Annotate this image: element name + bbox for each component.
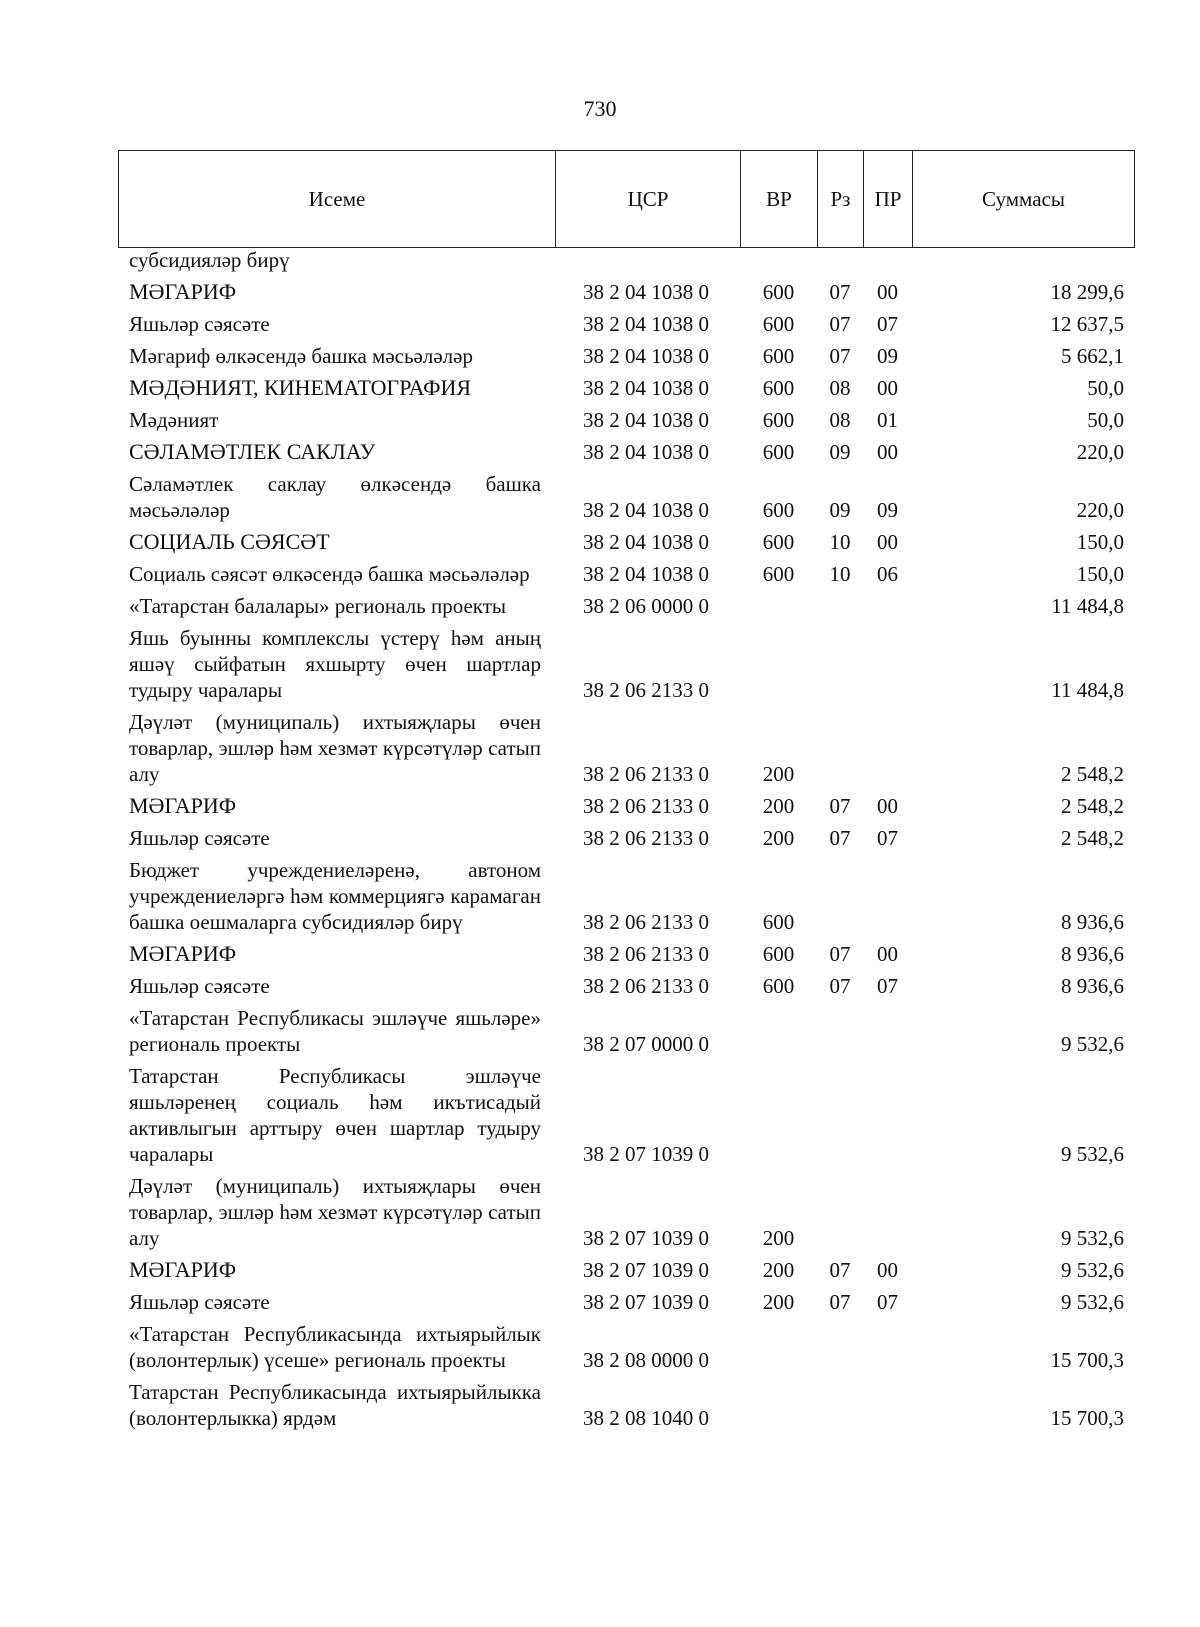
cell-rz: 08 [829,376,851,400]
cell-name: «Татарстан Республикасы эшләүче яшьләре» региональ проекты [129,1006,541,1056]
cell-csr: 38 2 04 1038 0 [583,376,709,400]
cell-vr: 200 [762,1258,795,1282]
cell-name: МӘДӘНИЯТ, КИНЕМАТОГРАФИЯ [129,375,472,400]
cell-sum: 50,0 [1087,408,1124,432]
table-row [118,247,1134,277]
cell-csr: 38 2 04 1038 0 [583,344,709,368]
cell-rz: 07 [829,312,851,336]
cell-name: МӘГАРИФ [129,1257,237,1282]
cell-pr: 00 [877,440,898,464]
cell-csr: 38 2 07 1039 0 [583,1290,709,1314]
cell-vr [740,591,817,623]
cell-vr: 600 [762,280,795,304]
table-row [118,1377,1134,1435]
cell-rz: 07 [829,826,851,850]
cell-pr: 07 [877,312,898,336]
cell-rz [817,855,863,939]
cell-pr: 09 [877,498,898,522]
cell-pr: 00 [877,942,898,966]
cell-sum: 11 484,8 [1051,594,1124,618]
cell-sum: 2 548,2 [1061,762,1124,786]
cell-pr [863,247,912,277]
cell-name: Яшьләр сәясәте [129,826,270,850]
cell-csr: 38 2 07 1039 0 [583,1226,709,1250]
cell-csr: 38 2 08 1040 0 [583,1406,709,1430]
table-row [118,707,1134,791]
cell-sum: 12 637,5 [1050,312,1124,336]
cell-name: «Татарстан Республикасында ихтыярыйлык (волонтерлык) үсеше» региональ проекты [129,1322,541,1372]
cell-rz: 07 [829,794,851,818]
cell-pr: 07 [877,826,898,850]
table-row [118,823,1134,855]
cell-rz: 07 [829,942,851,966]
cell-csr: 38 2 04 1038 0 [583,312,709,336]
cell-vr: 200 [762,762,795,786]
cell-pr: 00 [877,794,898,818]
cell-vr: 200 [762,826,795,850]
cell-rz [817,247,863,277]
cell-pr [863,1377,912,1435]
cell-name: МӘГАРИФ [129,793,237,818]
cell-pr: 09 [877,344,898,368]
table-row [118,939,1134,971]
table-header [118,150,1135,248]
cell-rz [817,1319,863,1377]
cell-csr: 38 2 04 1038 0 [583,498,709,522]
table-row [118,437,1134,469]
cell-name: Татарстан Республикасы эшләүче яшьләренең социаль һәм икътисадый активлыгын арттыру өчен шартлар тудыру чаралары [129,1064,541,1166]
cell-csr: 38 2 06 2133 0 [583,826,709,850]
cell-sum: 9 532,6 [1061,1142,1124,1166]
table-row [118,559,1134,591]
cell-rz: 08 [829,408,851,432]
cell-csr: 38 2 06 2133 0 [583,910,709,934]
header-pr: ПР [864,151,913,248]
cell-pr: 01 [877,408,898,432]
cell-vr [740,623,817,707]
cell-pr [863,1061,912,1171]
cell-vr [740,247,817,277]
cell-vr: 600 [762,974,795,998]
cell-rz [817,707,863,791]
cell-vr: 200 [762,1290,795,1314]
table-row [118,1319,1134,1377]
cell-name: Яшьләр сәясәте [129,1290,270,1314]
cell-rz [817,1171,863,1255]
cell-vr: 600 [762,376,795,400]
cell-sum: 2 548,2 [1061,794,1124,818]
cell-sum: 8 936,6 [1061,942,1124,966]
cell-vr: 600 [762,344,795,368]
cell-sum: 2 548,2 [1061,826,1124,850]
cell-csr: 38 2 04 1038 0 [583,280,709,304]
table-row [118,1171,1134,1255]
cell-sum: 150,0 [1076,562,1124,586]
cell-vr: 600 [762,408,795,432]
cell-name: Мәдәният [129,408,219,432]
table-row [118,623,1134,707]
table-row [118,1287,1134,1319]
table-row [118,791,1134,823]
cell-vr [740,1003,817,1061]
page-number: 730 [583,96,617,121]
table-row [118,591,1134,623]
cell-name: Дәүләт (муниципаль) ихтыяҗлары өчен товарлар, эшләр һәм хезмәт күрсәтүләр сатып алу [129,710,541,786]
cell-csr: 38 2 06 2133 0 [583,762,709,786]
cell-pr [863,855,912,939]
cell-vr: 600 [762,530,795,554]
cell-pr [863,1171,912,1255]
cell-rz: 07 [829,1290,851,1314]
cell-rz: 10 [829,562,851,586]
cell-vr: 200 [762,1226,795,1250]
cell-csr: 38 2 08 0000 0 [583,1348,709,1372]
cell-vr: 600 [762,942,795,966]
cell-name: МӘГАРИФ [129,941,237,966]
table-row [118,527,1134,559]
table-row [118,1003,1134,1061]
cell-name: Дәүләт (муниципаль) ихтыяҗлары өчен товарлар, эшләр һәм хезмәт күрсәтүләр сатып алу [129,1174,541,1250]
cell-sum: 220,0 [1076,440,1124,464]
table-row [118,309,1134,341]
table-row [118,855,1134,939]
cell-name: Сәламәтлек саклау өлкәсендә башка мәсьәләләр [129,472,541,522]
cell-csr: 38 2 06 0000 0 [583,594,709,618]
cell-pr [863,1003,912,1061]
cell-sum: 5 662,1 [1061,344,1124,368]
table-row [118,971,1134,1003]
cell-name: Яшьләр сәясәте [129,974,270,998]
cell-csr: 38 2 04 1038 0 [583,562,709,586]
cell-rz: 07 [829,1258,851,1282]
cell-rz [817,623,863,707]
cell-pr: 07 [877,1290,898,1314]
cell-name: Яшь буынны комплекслы үстерү һәм аның яшәү сыйфатын яхшырту өчен шартлар тудыру чаралары [129,626,541,702]
header-rz: Рз [818,151,864,248]
cell-csr [555,247,740,277]
cell-pr: 00 [877,280,898,304]
cell-vr [740,1377,817,1435]
header-name: Исеме [119,151,556,248]
cell-sum: 220,0 [1076,498,1124,522]
cell-sum: 150,0 [1076,530,1124,554]
header-vr: ВР [741,151,818,248]
cell-csr: 38 2 06 2133 0 [583,942,709,966]
table-row [118,1061,1134,1171]
cell-csr: 38 2 06 2133 0 [583,974,709,998]
cell-sum: 18 299,6 [1050,280,1124,304]
cell-name: СОЦИАЛЬ СӘЯСӘТ [129,529,330,554]
cell-csr: 38 2 07 1039 0 [583,1142,709,1166]
cell-pr [863,591,912,623]
cell-csr: 38 2 04 1038 0 [583,440,709,464]
cell-pr: 06 [877,562,898,586]
table-row [118,341,1134,373]
cell-vr: 600 [762,562,795,586]
cell-pr: 07 [877,974,898,998]
cell-csr: 38 2 06 2133 0 [583,794,709,818]
cell-pr [863,707,912,791]
cell-name: Бюджет учреждениеләренә, автоном учреждениеләргә һәм коммерциягә карамаган башка оешмаларга субсидияләр бирү [129,858,541,934]
cell-rz [817,1061,863,1171]
cell-sum: 50,0 [1087,376,1124,400]
cell-sum: 11 484,8 [1051,678,1124,702]
cell-rz: 07 [829,344,851,368]
cell-csr: 38 2 07 1039 0 [583,1258,709,1282]
table-row [118,373,1134,405]
cell-name: Татарстан Республикасында ихтыярыйлыкка (волонтерлыкка) ярдәм [129,1380,541,1430]
table-row [118,469,1134,527]
cell-pr [863,623,912,707]
cell-sum [912,247,1134,277]
cell-rz [817,1003,863,1061]
cell-sum: 8 936,6 [1061,910,1124,934]
cell-vr: 600 [762,910,795,934]
cell-sum: 15 700,3 [1050,1406,1124,1430]
cell-vr [740,1319,817,1377]
header-row [119,151,1135,248]
cell-name: МӘГАРИФ [129,279,237,304]
cell-rz [817,591,863,623]
cell-name: Социаль сәясәт өлкәсендә башка мәсьәләләр [129,562,530,586]
cell-name: «Татарстан балалары» региональ проекты [129,594,506,618]
cell-name: СӘЛАМӘТЛЕК САКЛАУ [129,439,376,464]
cell-rz: 09 [829,440,851,464]
cell-name: субсидияләр бирү [129,248,290,272]
cell-csr: 38 2 07 0000 0 [583,1032,709,1056]
table-row [118,1255,1134,1287]
header-csr: ЦСР [556,151,741,248]
cell-rz: 10 [829,530,851,554]
cell-csr: 38 2 06 2133 0 [583,678,709,702]
cell-vr: 600 [762,312,795,336]
cell-sum: 15 700,3 [1050,1348,1124,1372]
cell-sum: 9 532,6 [1061,1258,1124,1282]
cell-vr [740,1061,817,1171]
cell-name: Яшьләр сәясәте [129,312,270,336]
header-sum: Суммасы [913,151,1135,248]
table-body [118,247,1134,1435]
budget-table [118,247,1134,1435]
cell-rz [817,1377,863,1435]
cell-sum: 9 532,6 [1061,1290,1124,1314]
table-row [118,277,1134,309]
cell-sum: 9 532,6 [1061,1032,1124,1056]
cell-rz: 07 [829,974,851,998]
cell-csr: 38 2 04 1038 0 [583,408,709,432]
cell-rz: 07 [829,280,851,304]
table-row [118,405,1134,437]
cell-sum: 9 532,6 [1061,1226,1124,1250]
cell-pr: 00 [877,1258,898,1282]
cell-pr: 00 [877,376,898,400]
cell-vr: 600 [762,440,795,464]
cell-vr: 600 [762,498,795,522]
cell-name: Мәгариф өлкәсендә башка мәсьәләләр [129,344,473,368]
cell-csr: 38 2 04 1038 0 [583,530,709,554]
cell-pr [863,1319,912,1377]
cell-vr: 200 [762,794,795,818]
cell-pr: 00 [877,530,898,554]
cell-sum: 8 936,6 [1061,974,1124,998]
cell-rz: 09 [829,498,851,522]
